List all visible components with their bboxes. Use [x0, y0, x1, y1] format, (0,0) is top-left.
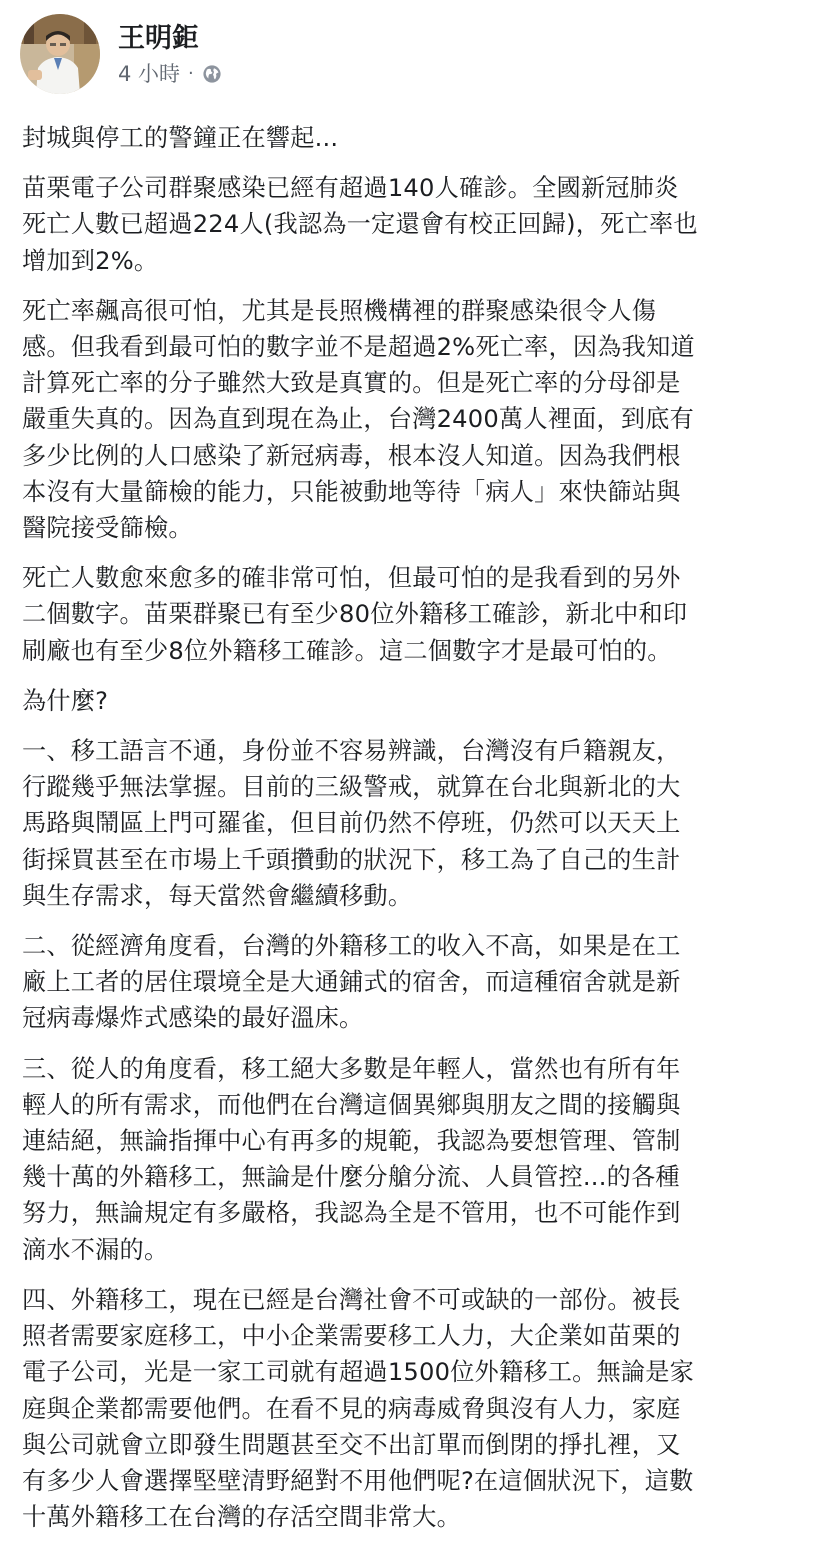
- post-body: [22, 120, 812, 1549]
- post-header: [20, 14, 222, 94]
- post-paragraph-6: 一、移工語言不通，身份並不容易辨識，台灣沒有戶籍親友， 行蹤幾乎無法掌握。目前的三級警戒，就算在台北與新北的大 馬路與鬧區上門可羅雀，但目前仍然不停班，仍然可以天天上 街採買甚至在市場上千頭攢動的狀況下，移工為了自己的生計 與生存需求，每天當然會繼續移動。: [22, 737, 681, 910]
- author-name[interactable]: 王明鉅: [118, 23, 199, 54]
- post-paragraph-2: 苗栗電子公司群聚感染已經有超過140人確診。全國新冠肺炎 死亡人數已超過224人(我認為一定還會有校正回歸)，死亡率也 增加到2%。: [22, 174, 698, 275]
- post-paragraph-5: 為什麼?: [22, 686, 109, 715]
- meta-separator: ·: [188, 63, 194, 84]
- author-block: [118, 21, 222, 87]
- avatar-photo-icon: [20, 14, 100, 94]
- post-paragraph-4: 死亡人數愈來愈多的確非常可怕，但最可怕的是我看到的另外 二個數字。苗栗群聚已有至少80位外籍移工確診，新北中和印 刷廠也有至少8位外籍移工確診。這二個數字才是最可怕的。: [22, 564, 688, 665]
- post-timestamp[interactable]: 4 小時: [118, 62, 181, 86]
- post-paragraph-3: 死亡率飆高很可怕，尤其是長照機構裡的群聚感染很令人傷 感。但我看到最可怕的數字並不是超過2%死亡率，因為我知道 計算死亡率的分子雖然大致是真實的。但是死亡率的分母卻是 嚴重失真的。因為直到現在為止，台灣2400萬人裡面，到底有 多少比例的人口感染了新冠病毒，根本沒人知道。因為我們根 本沒有大量篩檢的能力，只能被動地等待「病人」來快篩站與 醫院接受篩檢。: [22, 296, 695, 543]
- post-paragraph-7: 二、從經濟角度看，台灣的外籍移工的收入不高，如果是在工 廠上工者的居住環境全是大通鋪式的宿舍，而這種宿舍就是新 冠病毒爆炸式感染的最好溫床。: [22, 932, 681, 1033]
- post-paragraph-1: 封城與停工的警鐘正在響起...: [22, 124, 339, 152]
- post-paragraph-9: 四、外籍移工，現在已經是台灣社會不可或缺的一部份。被長 照者需要家庭移工，中小企業需要移工人力，大企業如苗栗的 電子公司，光是一家工司就有超過1500位外籍移工。無論是家 庭與企業都需要他們。在看不見的病毒威脅與沒有人力，家庭 與公司就會立即發生問題甚至交不出訂單而倒閉的掙扎裡，又 有多少人會選擇堅壁清野絕對不用他們呢?在這個狀況下，這數 十萬外籍移工在台灣的存活空間非常大。: [22, 1285, 695, 1532]
- post-paragraph-8: 三、從人的角度看，移工絕大多數是年輕人，當然也有所有年 輕人的所有需求，而他們在台灣這個異鄉與朋友之間的接觸與 連結絕，無論指揮中心有再多的規範，我認為要想管理、管制 幾十萬的外籍移工，無論是什麼分艙分流、人員管控...的各種 努力，無論規定有多嚴格，我認為全是不管用，也不可能作到 滴水不漏的。: [22, 1054, 681, 1264]
- post-meta: [118, 61, 222, 87]
- author-avatar[interactable]: [20, 14, 100, 94]
- globe-icon[interactable]: [202, 64, 222, 84]
